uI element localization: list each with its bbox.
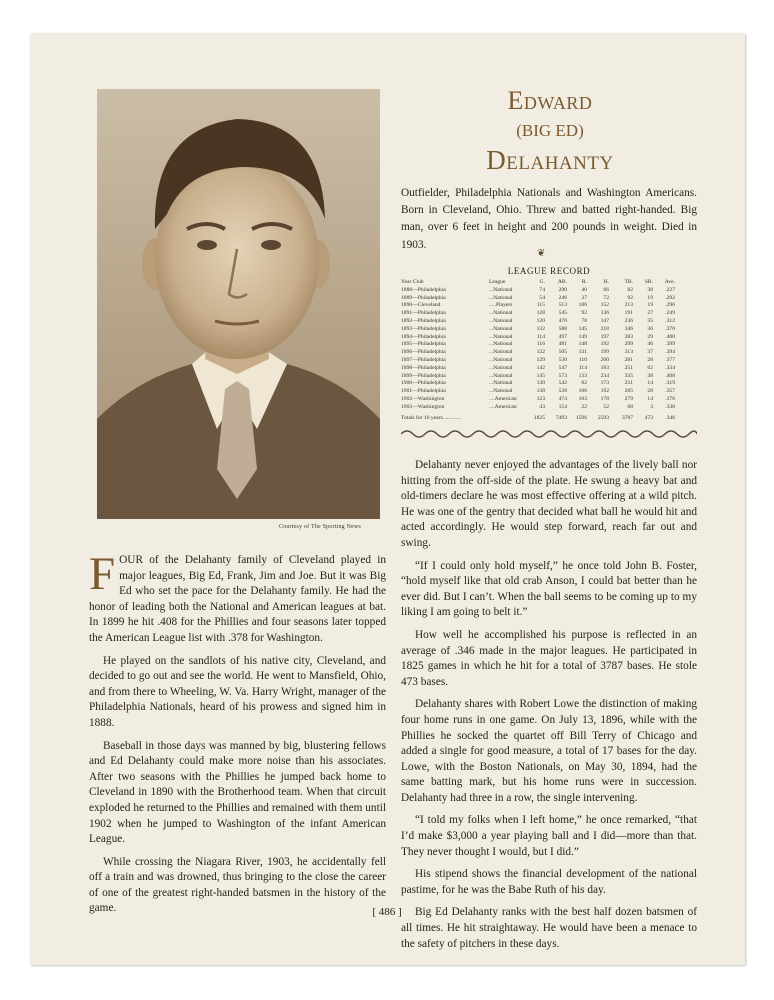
cell-h: 72 (603, 294, 609, 301)
cell-lg: .....Players (489, 302, 513, 309)
intro-paragraph: Outfielder, Philadelphia Nationals and Washington Americans. Born in Cleveland, Ohio. Threw and batted right-handed. Big man, over 6 feet in height and 200 pounds in weight. Died in 1903. (401, 187, 697, 251)
photo-credit: Courtesy of The Sporting News (279, 524, 362, 530)
cell-g: 142 (536, 364, 545, 371)
cell-tb: 82 (627, 286, 633, 293)
cell-h: 178 (600, 395, 609, 402)
cell-tb: 92 (627, 294, 633, 301)
cell-lg: ...National (489, 356, 513, 363)
cell-lg: ....American (489, 395, 517, 402)
cell-r: 106 (578, 388, 587, 395)
header-sb: SB. (644, 279, 653, 285)
cell-tb: 213 (624, 302, 633, 309)
cell-h: 136 (600, 310, 609, 317)
right-paragraph-4: Delahanty shares with Robert Lowe the distinction of making four home runs in one game. On July 13, 1896, while with the Phillies he socked the quartet off Bill Terry of Chicago and added a single for good measure, a total of 17 bases for the day. Lowe, with the Boston Nationals, on May 30, 1894, had the same batting mark, but his home runs were in succession. Delahanty had three in a row, the single intervening. (401, 698, 697, 804)
title-first-name: Edward (507, 86, 593, 115)
cell-ave: .296 (665, 302, 675, 309)
cell-g: 122 (536, 349, 545, 356)
cell-h: 192 (600, 341, 609, 348)
cell-sb: 38 (647, 372, 653, 379)
cell-yc: 1903—Washington (401, 403, 445, 410)
left-paragraph-4: While crossing the Niagara River, 1903, he accidentally fell off a train and was drowned, thus bringing to the close the career of one of the greatest right-handed batsmen in the history of the game. (89, 855, 386, 915)
cell-tb: 251 (624, 364, 633, 371)
cell-ave: .227 (665, 286, 675, 293)
cell-r: 114 (578, 364, 587, 371)
table-row (401, 287, 697, 295)
left-paragraph-1-text: OUR of the Delahanty family of Cleveland played in major leagues, Big Ed, Frank, Jim and Joe. But it was Big Ed who set the pace for the Delahanty family. He had the honor of leading both the National and American leagues at bat. In 1899 he hit .408 for the Phillies and four seasons later topped the American League list with .378 for Washington. (89, 554, 386, 644)
header-ab: AB. (557, 279, 567, 285)
cell-g: 114 (536, 333, 545, 340)
cell-g: 130 (536, 380, 545, 387)
cell-lg: ...National (489, 286, 513, 293)
cell-ab: 246 (558, 294, 567, 301)
cell-ave: .319 (665, 380, 675, 387)
totals-h: 2593 (597, 414, 609, 421)
cell-sb: 28 (647, 388, 653, 395)
header-r: R. (581, 279, 587, 285)
table-row (401, 302, 697, 310)
table-row (401, 357, 697, 365)
cell-sb: 27 (647, 310, 653, 317)
cell-lg: ...National (489, 317, 513, 324)
cell-yc: 1889—Philadelphia (401, 294, 446, 301)
cell-g: 115 (536, 302, 545, 309)
league-record-rows (401, 287, 697, 412)
cell-yc: 1902—Washington (401, 395, 445, 402)
totals-g: 1825 (533, 414, 545, 421)
cell-yc: 1895—Philadelphia (401, 341, 446, 348)
cell-tb: 313 (624, 349, 633, 356)
cell-h: 200 (600, 356, 609, 363)
cell-h: 152 (600, 302, 609, 309)
cell-ab: 481 (558, 341, 567, 348)
cell-lg: ...National (489, 349, 513, 356)
cell-yc: 1897—Philadelphia (401, 356, 446, 363)
cell-tb: 236 (624, 317, 633, 324)
portrait-illustration (97, 89, 380, 519)
cell-g: 120 (536, 317, 545, 324)
cell-r: 103 (578, 395, 587, 402)
cell-h: 66 (603, 286, 609, 293)
cell-lg: ...National (489, 388, 513, 395)
totals-ab: 7493 (555, 414, 567, 421)
table-row (401, 310, 697, 318)
table-row (401, 388, 697, 396)
cell-lg: ...National (489, 341, 513, 348)
totals-tb: 3787 (621, 414, 633, 421)
cell-ab: 530 (558, 356, 567, 363)
cell-yc: 1898—Philadelphia (401, 364, 446, 371)
cell-tb: 335 (624, 372, 633, 379)
table-row (401, 380, 697, 388)
table-row (401, 341, 697, 349)
cell-yc: 1888—Philadelphia (401, 286, 446, 293)
cell-ab: 545 (558, 310, 567, 317)
cell-yc: 1891—Philadelphia (401, 310, 446, 317)
right-paragraph-7: Big Ed Delahanty ranks with the best half dozen batsmen of all times. He hit straightaway. He would have been a menace to the safety of pitchers in these days. (401, 906, 697, 950)
cell-tb: 283 (624, 333, 633, 340)
cell-r: 82 (581, 380, 587, 387)
table-row (401, 334, 697, 342)
portrait-photo (97, 89, 380, 519)
cell-g: 132 (536, 325, 545, 332)
left-paragraph-3: Baseball in those days was manned by big, blustering fellows and Ed Delahanty could make more noise than his associates. After two seasons with the Phillies he jumped back home to Cleveland in 1890 with the Brotherhood team. When that circuit exploded he returned to the Phillies and remained with them until 1902 when he jumped to Washington of the infant American League. (89, 739, 386, 846)
table-row (401, 404, 697, 412)
cell-ab: 513 (558, 302, 567, 309)
cell-r: 92 (581, 310, 587, 317)
cell-r: 78 (581, 317, 587, 324)
cell-yc: 1893—Philadelphia (401, 325, 446, 332)
cell-ab: 497 (558, 333, 567, 340)
cell-ave: .338 (665, 403, 675, 410)
cell-ab: 154 (558, 403, 567, 410)
cell-r: 40 (581, 286, 587, 293)
cell-sb: 28 (647, 356, 653, 363)
cell-ave: .377 (665, 356, 675, 363)
cell-tb: 231 (624, 380, 633, 387)
page-number: [ 486 ] (372, 906, 402, 918)
cell-lg: ...National (489, 372, 513, 379)
left-paragraph-2: He played on the sandlots of his native city, Cleveland, and decided to go out and see the world. He went to Mansfield, Ohio, and from there to Wheeling, W. Va. Harry Wright, manager of the Philadelphia Nationals, heard of his prowess and signed him in 1888. (89, 654, 386, 729)
header-tb: TB. (624, 279, 633, 285)
cell-g: 138 (536, 388, 545, 395)
totals-sb: 473 (644, 414, 653, 421)
cell-h: 218 (600, 325, 609, 332)
right-paragraph-2: “If I could only hold myself,” he once told John B. Foster, “hold myself like that old crab Anson, I could bat better than he ever did. But I can’t. When the ball seems to be coming up to my liking I am going to belt it.” (401, 559, 697, 619)
league-record-header (401, 279, 697, 287)
cell-ave: .394 (665, 349, 675, 356)
cell-r: 131 (578, 349, 587, 356)
cell-ave: .376 (665, 395, 675, 402)
cell-h: 147 (600, 317, 609, 324)
cell-sb: 62 (647, 364, 653, 371)
table-row (401, 295, 697, 303)
header-year-club: Year Club (401, 279, 424, 285)
cell-sb: 37 (647, 349, 653, 356)
cell-h: 183 (600, 364, 609, 371)
league-record-title: LEAGUE RECORD (507, 266, 591, 276)
cell-sb: 19 (647, 302, 653, 309)
title-last-name: Delahanty (486, 145, 614, 175)
cell-yc: 1901—Philadelphia (401, 388, 446, 395)
header-ave: Ave. (664, 279, 675, 285)
drop-cap: F (89, 548, 116, 600)
header-g: G. (539, 279, 545, 285)
cell-ave: .408 (665, 372, 675, 379)
left-paragraph-1 (89, 548, 386, 647)
cell-ave: .292 (665, 294, 675, 301)
cell-ab: 588 (558, 325, 567, 332)
cell-lg: ...National (489, 325, 513, 332)
cell-lg: ...National (489, 364, 513, 371)
cell-yc: 1896—Philadelphia (401, 349, 446, 356)
right-paragraph-5: “I told my folks when I left home,” he once remarked, “that I’d make $3,000 a year playing ball and I did—more than that. They never thought I would, but I did.” (401, 814, 697, 858)
table-row (401, 349, 697, 357)
cell-ave: .249 (665, 310, 675, 317)
table-row (401, 318, 697, 326)
cell-g: 123 (536, 395, 545, 402)
cell-sb: 29 (647, 333, 653, 340)
cell-ab: 573 (558, 372, 567, 379)
cell-ab: 474 (558, 395, 567, 402)
cell-g: 74 (539, 286, 545, 293)
cell-ab: 290 (558, 286, 567, 293)
cell-r: 106 (578, 302, 587, 309)
right-paragraph-6: His stipend shows the financial development of the national pastime, for he was the Babe Ruth of his day. (401, 868, 697, 896)
table-row (401, 373, 697, 381)
cell-ab: 538 (558, 388, 567, 395)
cell-h: 197 (600, 333, 609, 340)
cell-ave: .357 (665, 388, 675, 395)
totals-r: 1596 (575, 414, 587, 421)
cell-lg: ...National (489, 380, 513, 387)
cell-tb: 281 (624, 356, 633, 363)
totals-ave: .346 (665, 414, 675, 421)
cell-h: 234 (600, 372, 609, 379)
cell-r: 37 (581, 294, 587, 301)
header-league: League (489, 279, 506, 285)
cell-lg: ....American (489, 403, 517, 410)
cell-sb: 46 (647, 341, 653, 348)
cell-lg: ...National (489, 294, 513, 301)
cell-lg: ...National (489, 310, 513, 317)
cell-sb: 3 (650, 403, 653, 410)
cell-ave: .334 (665, 364, 675, 371)
cell-ave: .312 (665, 317, 675, 324)
cell-sb: 14 (647, 395, 653, 402)
cell-ab: 470 (558, 317, 567, 324)
cell-tb: 68 (627, 403, 633, 410)
cell-tb: 299 (624, 341, 633, 348)
cell-lg: ...National (489, 333, 513, 340)
table-row (401, 326, 697, 334)
cell-tb: 279 (624, 395, 633, 402)
cell-h: 192 (600, 388, 609, 395)
totals-label: Totals for 16 years............. (401, 414, 461, 421)
cell-r: 133 (578, 372, 587, 379)
left-column (89, 548, 386, 924)
cell-yc: 1892—Philadelphia (401, 317, 446, 324)
cell-ave: .399 (665, 341, 675, 348)
cell-ave: .400 (665, 333, 675, 340)
wave-divider (401, 428, 697, 440)
cell-g: 145 (536, 372, 545, 379)
cell-g: 129 (536, 356, 545, 363)
title-nickname: (BIG ED) (516, 121, 584, 140)
cell-r: 149 (578, 333, 587, 340)
cell-ave: .370 (665, 325, 675, 332)
cell-yc: 1900—Philadelphia (401, 380, 446, 387)
right-paragraph-3: How well he accomplished his purpose is reflected in an average of .346 made in the major leagues. He participated in 1825 games in which he hit for a total of 3787 bases. He stole 473 bases. (401, 628, 697, 688)
table-row (401, 365, 697, 373)
cell-ab: 542 (558, 380, 567, 387)
cell-r: 148 (578, 341, 587, 348)
league-record-table (401, 279, 697, 422)
cell-sb: 36 (647, 325, 653, 332)
cell-sb: 19 (647, 294, 653, 301)
cell-tb: 346 (624, 325, 633, 332)
ornament-icon: ❦ (537, 248, 546, 259)
league-record-totals (401, 415, 697, 423)
cell-r: 22 (581, 403, 587, 410)
cell-ab: 505 (558, 349, 567, 356)
cell-r: 110 (578, 356, 587, 363)
cell-ab: 547 (558, 364, 567, 371)
cell-yc: 1894—Philadelphia (401, 333, 446, 340)
cell-h: 173 (600, 380, 609, 387)
cell-sb: 14 (647, 380, 653, 387)
right-column (401, 458, 697, 959)
cell-yc: 1890—Cleveland (401, 302, 441, 309)
cell-sb: 38 (647, 286, 653, 293)
header-h: H. (603, 279, 609, 285)
cell-tb: 285 (624, 388, 633, 395)
cell-g: 128 (536, 310, 545, 317)
cell-yc: 1899—Philadelphia (401, 372, 446, 379)
cell-tb: 191 (624, 310, 633, 317)
cell-h: 199 (600, 349, 609, 356)
cell-g: 54 (539, 294, 545, 301)
table-row (401, 396, 697, 404)
cell-r: 145 (578, 325, 587, 332)
right-paragraph-1: Delahanty never enjoyed the advantages of the lively ball nor hitting from the off-side of the plate. He swung a heavy bat and old-timers declare he was most effective offering at a wild pitch. He was one of the gentry that decided what ball he would hit and acted accordingly. He would step forward, reach far out and swing. (401, 459, 697, 549)
cell-h: 52 (603, 403, 609, 410)
cell-g: 116 (536, 341, 545, 348)
cell-g: 43 (539, 403, 545, 410)
cell-sb: 35 (647, 317, 653, 324)
